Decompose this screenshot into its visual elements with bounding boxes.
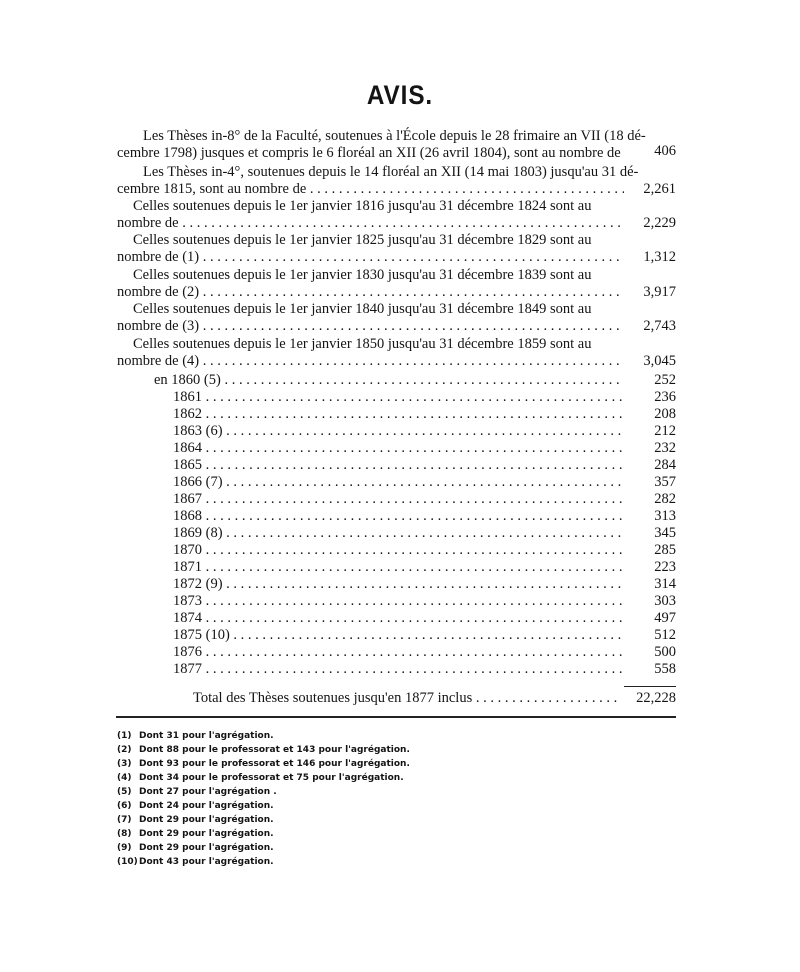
footnote-mark: (10)	[117, 857, 138, 867]
footnote-separator	[116, 716, 676, 718]
year-row-label: 1877 . . .	[173, 661, 624, 678]
year-row-label: 1866 (7) . . .	[173, 474, 624, 491]
paragraph-line: Celles soutenues depuis le 1er janvier 1830 jusqu'au 31 décembre 1839 sont au	[133, 267, 592, 283]
paragraph-line: Celles soutenues depuis le 1er janvier 1816 jusqu'au 31 décembre 1824 sont au	[133, 198, 592, 214]
count-value: 212	[654, 423, 676, 439]
year-row-label: 1862 . . .	[173, 406, 624, 423]
count-value: 285	[654, 542, 676, 558]
paragraph-line: nombre de (4) . . .	[117, 353, 624, 370]
count-value: 1,312	[643, 249, 676, 265]
count-value: 223	[654, 559, 676, 575]
count-value: 357	[654, 474, 676, 490]
footnote	[117, 729, 274, 743]
year-row-label: 1868 . . .	[173, 508, 624, 525]
footnote	[117, 827, 274, 841]
year-row-label: 1875 (10) . . .	[173, 627, 624, 644]
footnote	[117, 757, 410, 771]
year-row-label: 1869 (8) . . .	[173, 525, 624, 542]
footnote-mark: (8)	[117, 829, 132, 839]
paragraph-line: cembre 1815, sont au nombre de . . .	[117, 181, 624, 198]
paragraph-line: cembre 1798) jusques et compris le 6 floréal an XII (26 avril 1804), sont au nombre de	[117, 145, 621, 161]
year-row-label: 1864 . . .	[173, 440, 624, 457]
count-value: 3,917	[643, 284, 676, 300]
footnote-text: Dont 29 pour l'agrégation.	[139, 829, 274, 839]
year-row-label: 1876 . . .	[173, 644, 624, 661]
footnote-text: Dont 43 pour l'agrégation.	[139, 857, 274, 867]
count-value: 208	[654, 406, 676, 422]
year-row-label: 1867 . . .	[173, 491, 624, 508]
footnote-mark: (2)	[117, 745, 132, 755]
count-value: 22,228	[636, 690, 676, 706]
footnote-mark: (5)	[117, 787, 132, 797]
footnote	[117, 799, 274, 813]
footnote	[117, 743, 410, 757]
paragraph-line: nombre de . . .	[117, 215, 624, 232]
year-row-label: 1870 . . .	[173, 542, 624, 559]
paragraph-line: Les Thèses in-8° de la Faculté, soutenues à l'École depuis le 28 frimaire an VII (18 dé-	[143, 128, 646, 144]
count-value: 252	[654, 372, 676, 388]
count-value: 512	[654, 627, 676, 643]
footnote-text: Dont 93 pour le professorat et 146 pour l'agrégation.	[139, 759, 410, 769]
count-value: 282	[654, 491, 676, 507]
count-value: 3,045	[643, 353, 676, 369]
paragraph-line: Les Thèses in-4°, soutenues depuis le 14 floréal an XII (14 mai 1803) jusqu'au 31 dé-	[143, 164, 639, 180]
paragraph-line: Celles soutenues depuis le 1er janvier 1850 jusqu'au 31 décembre 1859 sont au	[133, 336, 592, 352]
footnote-mark: (1)	[117, 731, 132, 741]
paragraph-line: nombre de (2) . . .	[117, 284, 624, 301]
footnote-text: Dont 29 pour l'agrégation.	[139, 815, 274, 825]
count-value: 345	[654, 525, 676, 541]
footnote-mark: (6)	[117, 801, 132, 811]
year-row-label: 1874 . . .	[173, 610, 624, 627]
count-value: 313	[654, 508, 676, 524]
count-value: 497	[654, 610, 676, 626]
footnote-mark: (7)	[117, 815, 132, 825]
count-value: 558	[654, 661, 676, 677]
paragraph-line: nombre de (1) . . .	[117, 249, 624, 266]
footnote-text: Dont 27 pour l'agrégation .	[139, 787, 277, 797]
year-row-label: 1872 (9) . . .	[173, 576, 624, 593]
count-value: 303	[654, 593, 676, 609]
footnote-text: Dont 31 pour l'agrégation.	[139, 731, 274, 741]
count-value: 500	[654, 644, 676, 660]
year-row-label: en 1860 (5) . . .	[154, 372, 624, 389]
paragraph-line: Celles soutenues depuis le 1er janvier 1840 jusqu'au 31 décembre 1849 sont au	[133, 301, 592, 317]
year-row-label: 1865 . . .	[173, 457, 624, 474]
footnote	[117, 771, 404, 785]
paragraph-line: Celles soutenues depuis le 1er janvier 1825 jusqu'au 31 décembre 1829 sont au	[133, 232, 592, 248]
count-value: 2,743	[643, 318, 676, 334]
footnote	[117, 855, 274, 869]
count-value: 406	[654, 143, 676, 159]
footnote-text: Dont 24 pour l'agrégation.	[139, 801, 274, 811]
count-value: 2,229	[643, 215, 676, 231]
footnote	[117, 841, 274, 855]
count-value: 232	[654, 440, 676, 456]
count-value: 236	[654, 389, 676, 405]
paragraph-line: nombre de (3) . . .	[117, 318, 624, 335]
count-value: 314	[654, 576, 676, 592]
footnote	[117, 813, 274, 827]
footnote-mark: (4)	[117, 773, 132, 783]
year-row-label: 1863 (6) . . .	[173, 423, 624, 440]
count-value: 2,261	[643, 181, 676, 197]
count-value: 284	[654, 457, 676, 473]
total-rule	[624, 686, 676, 687]
page-title: AVIS.	[366, 80, 434, 110]
footnote-mark: (3)	[117, 759, 132, 769]
year-row-label: 1861 . . .	[173, 389, 624, 406]
footnote-mark: (9)	[117, 843, 132, 853]
year-row-label: 1871 . . .	[173, 559, 624, 576]
footnote	[117, 785, 277, 799]
year-row-label: 1873 . . .	[173, 593, 624, 610]
footnote-text: Dont 29 pour l'agrégation.	[139, 843, 274, 853]
footnote-text: Dont 34 pour le professorat et 75 pour l'agrégation.	[139, 773, 404, 783]
total-label: Total des Thèses soutenues jusqu'en 1877 inclus . . .	[193, 690, 617, 707]
footnote-text: Dont 88 pour le professorat et 143 pour l'agrégation.	[139, 745, 410, 755]
